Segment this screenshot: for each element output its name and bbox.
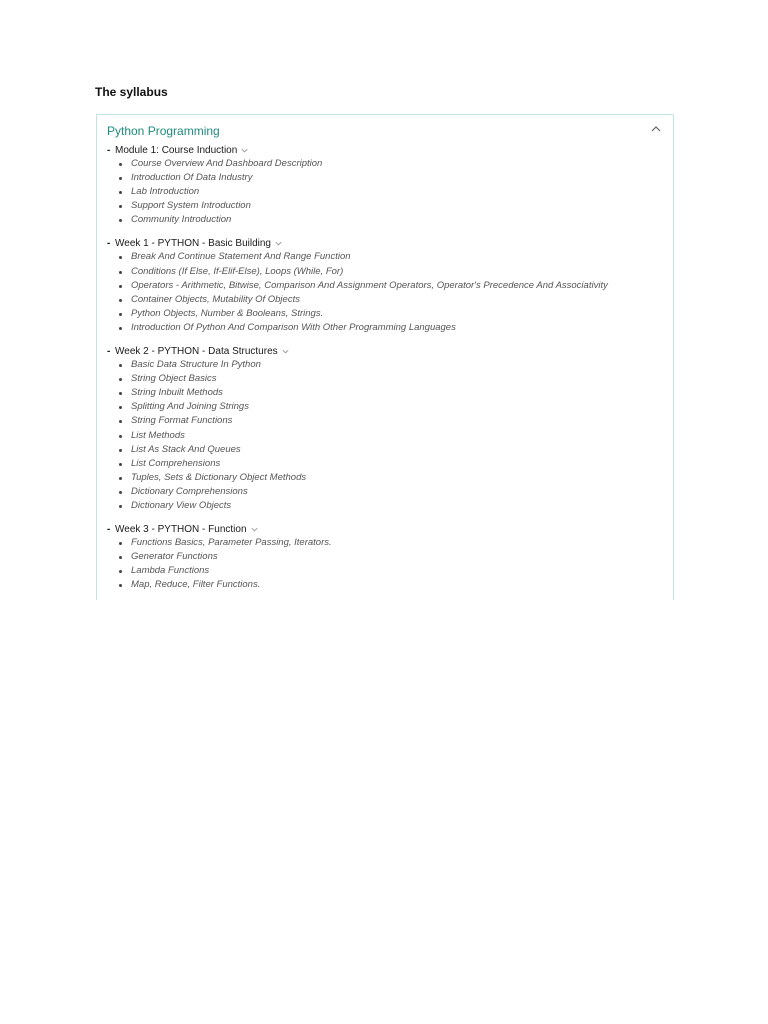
course-title: Python Programming [107,124,220,138]
chevron-up-icon[interactable] [649,122,663,136]
topic-item: Introduction Of Python And Comparison With Other Programming Languages [119,321,667,335]
module-title: Module 1: Course Induction [115,144,238,156]
topic-item: Basic Data Structure In Python [119,358,667,372]
topic-item: String Object Basics [119,372,667,386]
chevron-down-icon[interactable] [240,146,249,155]
topic-item: Introduction Of Data Industry [119,171,667,185]
topic-item: Generator Functions [119,550,667,564]
module-section [107,344,667,513]
dash-icon: - [107,144,111,156]
chevron-down-icon[interactable] [281,347,290,356]
topic-item: Splitting And Joining Strings [119,400,667,414]
course-accordion [96,114,674,600]
topic-item: Conditions (If Else, If-Elif-Else), Loops (While, For) [119,265,667,279]
module-section [107,522,667,592]
dash-icon: - [107,523,111,535]
topic-item: Support System Introduction [119,199,667,213]
topic-item: Python Objects, Number & Booleans, Strings. [119,307,667,321]
module-section [107,143,667,227]
topic-item: Map, Reduce, Filter Functions. [119,578,667,592]
dash-icon: - [107,237,111,249]
accordion-header[interactable] [107,122,663,140]
module-title: Week 3 - PYTHON - Function [115,523,247,535]
topic-item: Container Objects, Mutability Of Objects [119,293,667,307]
page-title: The syllabus [95,85,168,99]
topic-item: Dictionary View Objects [119,499,667,513]
module-section [107,236,667,335]
topic-item: Lab Introduction [119,185,667,199]
topic-item: String Inbuilt Methods [119,386,667,400]
topic-item: Dictionary Comprehensions [119,485,667,499]
topic-list [107,157,667,227]
topic-item: Community Introduction [119,213,667,227]
module-title: Week 1 - PYTHON - Basic Building [115,237,271,249]
topic-item: Lambda Functions [119,564,667,578]
topic-item: Functions Basics, Parameter Passing, Iterators. [119,536,667,550]
module-header[interactable] [107,236,667,250]
topic-item: Operators - Arithmetic, Bitwise, Comparison And Assignment Operators, Operator's Precedence And Associativity [119,279,667,293]
module-header[interactable] [107,522,667,536]
chevron-down-icon[interactable] [274,239,283,248]
module-header[interactable] [107,143,667,157]
topic-item: List As Stack And Queues [119,443,667,457]
topic-item: List Methods [119,429,667,443]
topic-item: Course Overview And Dashboard Description [119,157,667,171]
module-header[interactable] [107,344,667,358]
topic-item: String Format Functions [119,414,667,428]
dash-icon: - [107,345,111,357]
topic-item: Tuples, Sets & Dictionary Object Methods [119,471,667,485]
topic-item: Break And Continue Statement And Range Function [119,250,667,264]
topic-item: List Comprehensions [119,457,667,471]
chevron-down-icon[interactable] [250,525,259,534]
module-list [107,143,667,592]
module-title: Week 2 - PYTHON - Data Structures [115,345,278,357]
topic-list [107,358,667,513]
topic-list [107,536,667,592]
topic-list [107,250,667,335]
